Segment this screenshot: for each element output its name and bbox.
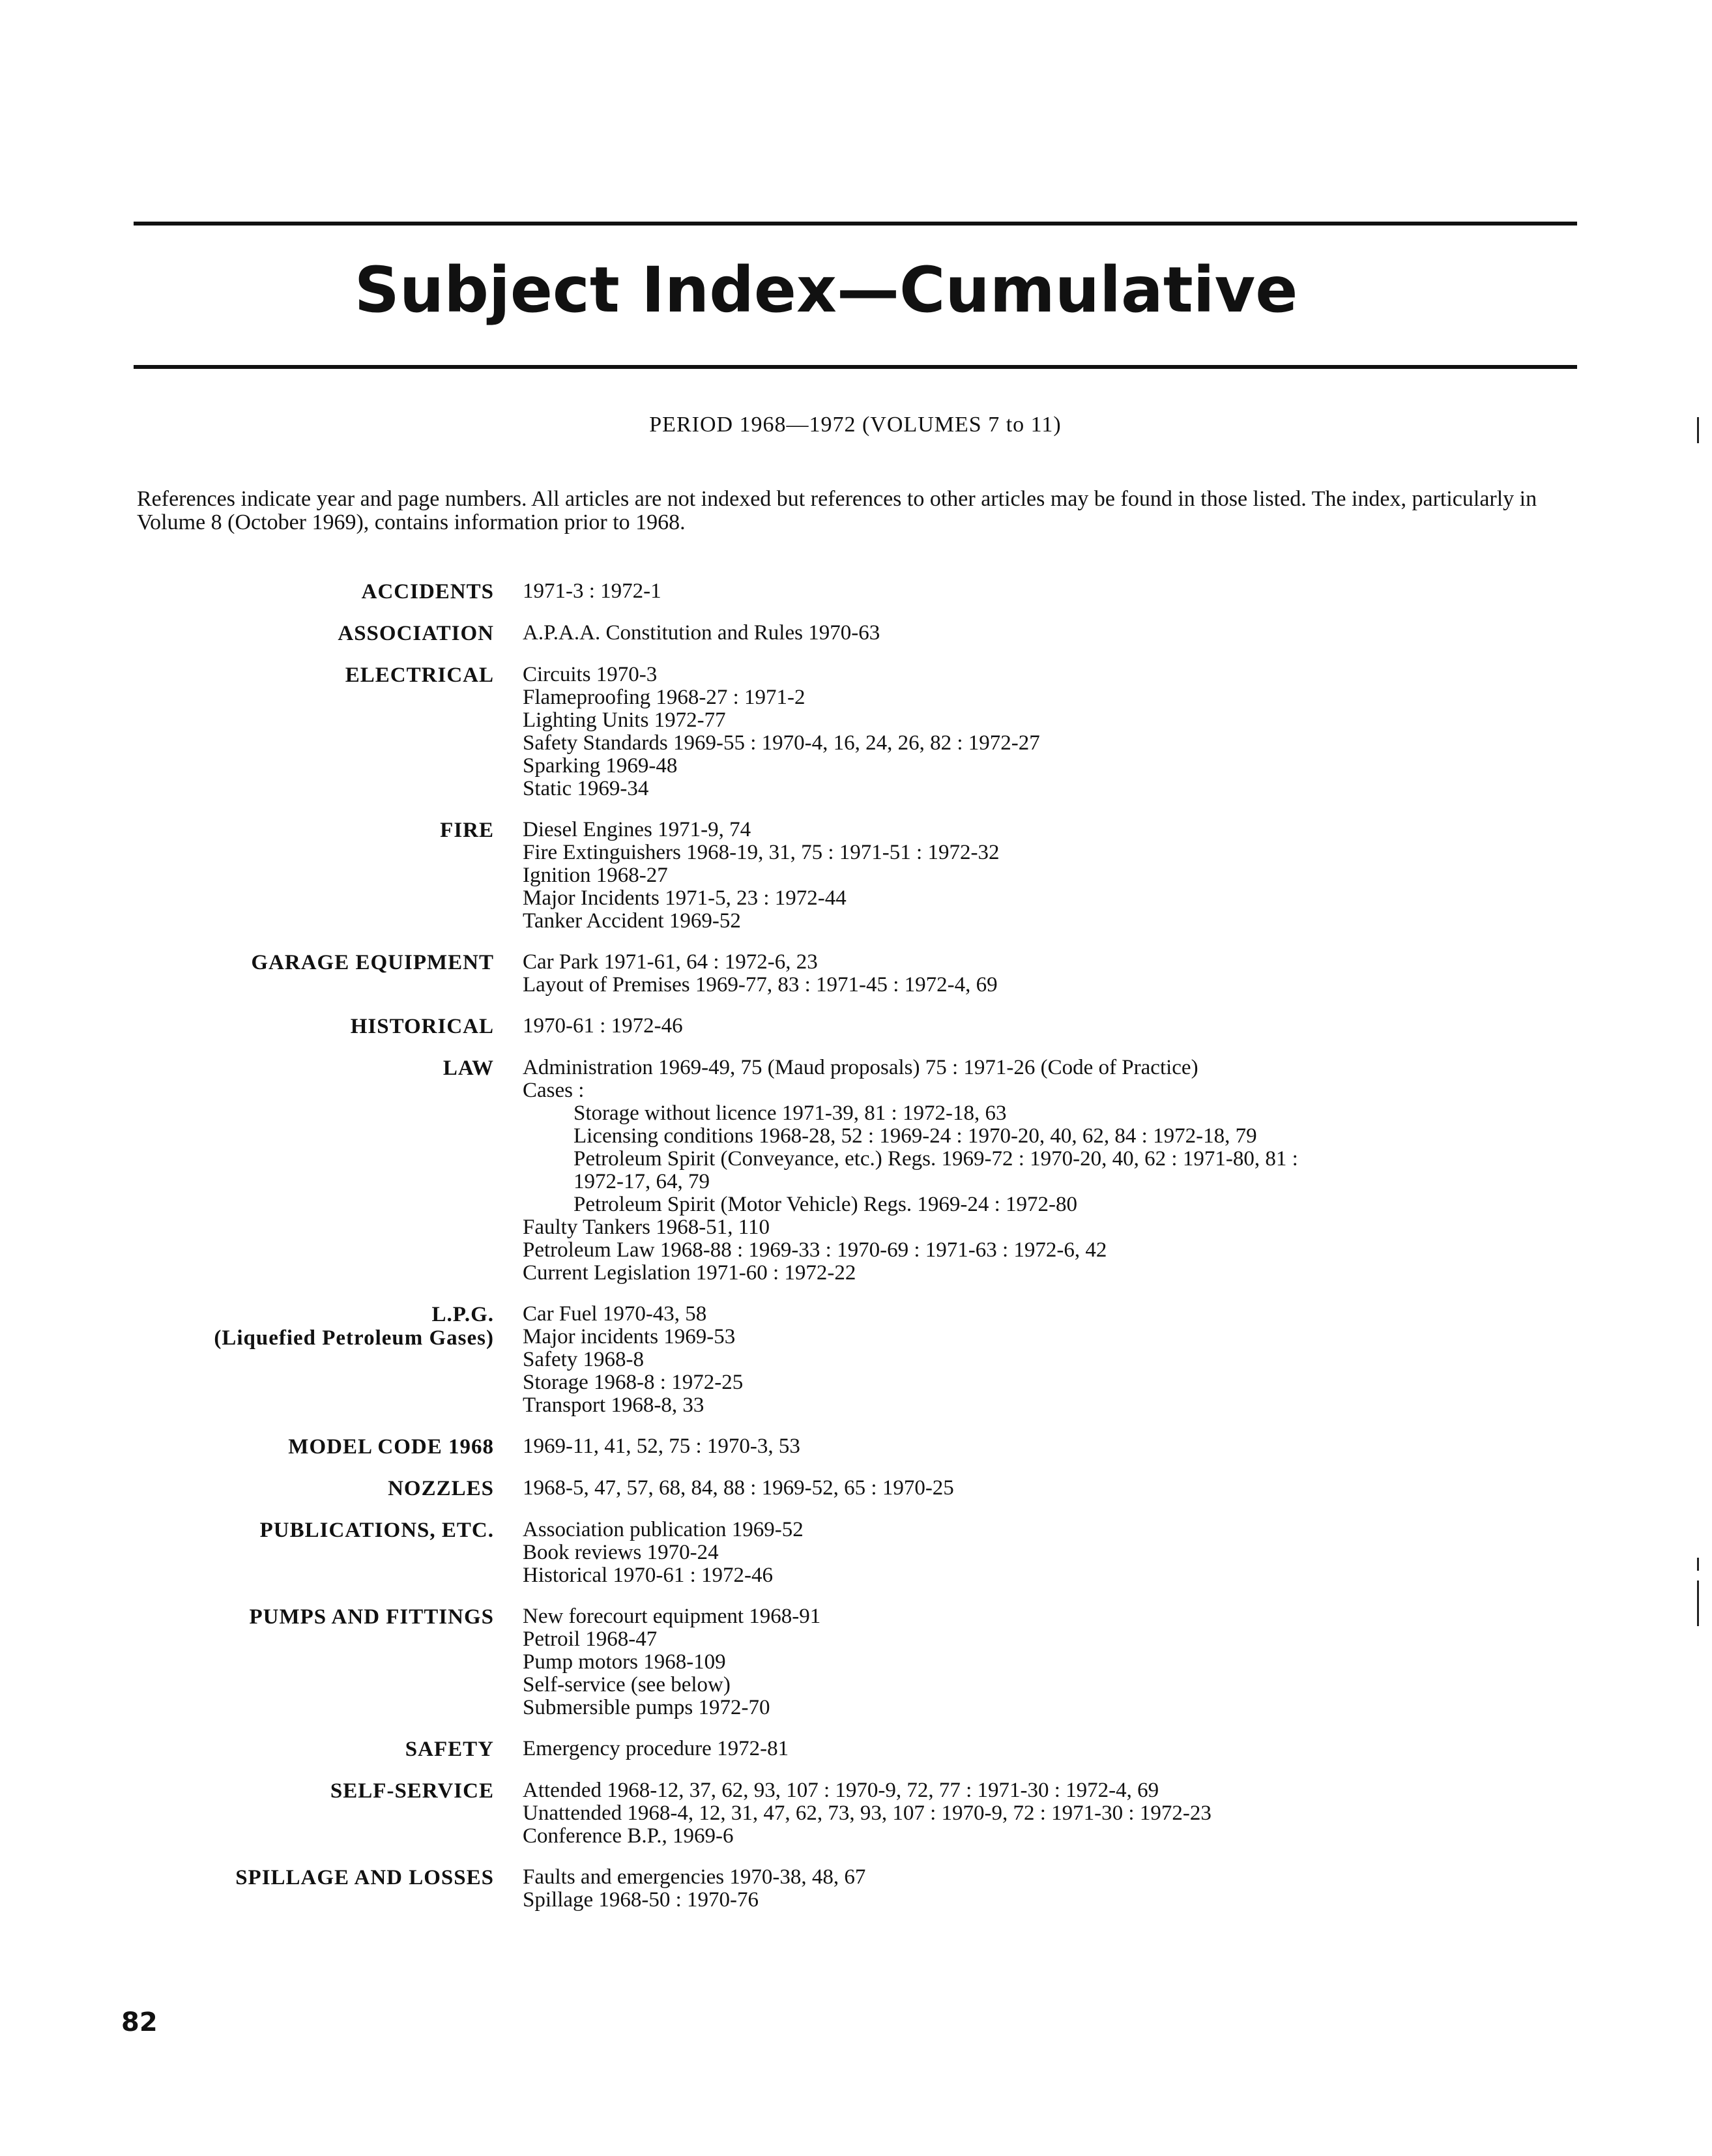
reference-line: Safety Standards 1969-55 : 1970-4, 16, 24, 26, 82 : 1972-27 [523,731,1040,755]
subject-index [0,580,1712,1930]
reference-line: Lighting Units 1972-77 [523,708,726,732]
reference-line: Administration 1969-49, 75 (Maud proposals) 75 : 1971-26 (Code of Practice) [523,1056,1198,1079]
subject-heading: GARAGE EQUIPMENT [251,951,494,974]
index-references [523,1519,1500,1587]
reference-line: Conference B.P., 1969-6 [523,1824,734,1848]
subject-heading: L.P.G. [431,1303,494,1326]
reference-line: Historical 1970-61 : 1972-46 [523,1564,774,1587]
subject-heading: PUMPS AND FITTINGS [249,1605,494,1629]
margin-mark [1697,1558,1699,1571]
index-subject [0,819,523,933]
index-subject [0,663,523,800]
index-references [523,663,1500,800]
index-entry [0,622,1712,645]
reference-line: Cases : [523,1079,585,1102]
reference-line: Major Incidents 1971-5, 23 : 1972-44 [523,886,847,910]
intro-text: References indicate year and page numbers. All articles are not indexed but references to other articles may be found in those listed. The index, particularly in Volume 8 (October 1969), contains information prior to 1968. [137,487,1537,534]
reference-line: Pump motors 1968-109 [523,1650,726,1674]
index-entry [0,1015,1712,1038]
index-entry [0,1738,1712,1761]
index-references [523,1015,1500,1038]
reference-line: Ignition 1968-27 [523,864,668,887]
reference-line: Emergency procedure 1972-81 [523,1737,789,1760]
index-references [523,1866,1500,1912]
index-subject [0,1303,523,1417]
subject-heading: ACCIDENTS [361,580,494,604]
reference-line: Fire Extinguishers 1968-19, 31, 75 : 1971-51 : 1972-32 [523,841,1000,864]
index-entry [0,1303,1712,1417]
index-subject [0,580,523,604]
top-rule [134,222,1577,226]
reference-line: 1969-11, 41, 52, 75 : 1970-3, 53 [523,1435,800,1458]
subject-heading: SELF-SERVICE [330,1779,494,1803]
reference-line: Petroleum Spirit (Motor Vehicle) Regs. 1969-24 : 1972-80 [573,1193,1077,1216]
page-number: 82 [121,2007,158,2037]
reference-line: Flameproofing 1968-27 : 1971-2 [523,686,805,709]
index-entry [0,580,1712,604]
subject-heading: HISTORICAL [350,1015,494,1038]
bottom-rule [134,365,1577,369]
reference-line: Petroil 1968-47 [523,1627,658,1651]
reference-line: Diesel Engines 1971-9, 74 [523,818,751,841]
reference-line: Storage without licence 1971-39, 81 : 1972-18, 63 [573,1101,1007,1125]
index-references [523,1435,1500,1459]
reference-line: 1970-61 : 1972-46 [523,1014,683,1038]
index-references [523,819,1500,933]
index-subject [0,1056,523,1285]
index-entry [0,663,1712,800]
index-subject [0,1477,523,1500]
reference-line: Current Legislation 1971-60 : 1972-22 [523,1261,856,1285]
margin-mark [1697,417,1699,443]
reference-line: Unattended 1968-4, 12, 31, 47, 62, 73, 93, 107 : 1970-9, 72 : 1971-30 : 1972-23 [523,1801,1211,1825]
subject-heading: NOZZLES [388,1477,494,1500]
index-entry [0,1866,1712,1912]
subject-heading: FIRE [440,819,494,842]
reference-line: Layout of Premises 1969-77, 83 : 1971-45 : 1972-4, 69 [523,973,998,997]
index-entry [0,951,1712,997]
index-subject [0,1866,523,1912]
reference-line: Car Park 1971-61, 64 : 1972-6, 23 [523,950,818,974]
reference-line: Association publication 1969-52 [523,1518,804,1541]
index-references [523,1056,1500,1285]
reference-line: Licensing conditions 1968-28, 52 : 1969-24 : 1970-20, 40, 62, 84 : 1972-18, 79 [573,1124,1257,1148]
reference-line: Car Fuel 1970-43, 58 [523,1302,707,1326]
subject-heading: MODEL CODE 1968 [288,1435,494,1459]
subject-heading: ELECTRICAL [345,663,494,687]
index-references [523,1303,1500,1417]
reference-line: New forecourt equipment 1968-91 [523,1605,821,1628]
reference-line: Safety 1968-8 [523,1348,645,1371]
reference-line: Faulty Tankers 1968-51, 110 [523,1216,770,1239]
index-references [523,1779,1500,1848]
page-title: Subject Index—Cumulative [354,254,1298,327]
subject-heading: SPILLAGE AND LOSSES [235,1866,494,1889]
index-entry [0,1605,1712,1719]
reference-line: Petroleum Spirit (Conveyance, etc.) Regs. 1969-72 : 1970-20, 40, 62 : 1971-80, 81 : [573,1147,1298,1171]
reference-line: Self-service (see below) [523,1673,731,1697]
reference-line: Attended 1968-12, 37, 62, 93, 107 : 1970-9, 72, 77 : 1971-30 : 1972-4, 69 [523,1779,1159,1802]
index-subject [0,1605,523,1719]
index-subject [0,1738,523,1761]
index-entry [0,819,1712,933]
reference-line: Transport 1968-8, 33 [523,1393,704,1417]
index-subject [0,1519,523,1587]
reference-line: Storage 1968-8 : 1972-25 [523,1371,744,1394]
subject-subheading: (Liquefied Petroleum Gases) [214,1326,494,1350]
index-references [523,1477,1500,1500]
index-subject [0,1435,523,1459]
index-references [523,1605,1500,1719]
index-references [523,622,1500,645]
index-entry [0,1056,1712,1285]
subject-heading: LAW [443,1056,494,1080]
index-references [523,951,1500,997]
reference-line: Tanker Accident 1969-52 [523,909,741,933]
index-subject [0,1779,523,1848]
reference-line: Faults and emergencies 1970-38, 48, 67 [523,1865,866,1889]
intro-paragraph [137,488,1577,534]
reference-line: A.P.A.A. Constitution and Rules 1970-63 [523,621,880,645]
reference-line: Book reviews 1970-24 [523,1541,719,1564]
reference-line: Submersible pumps 1972-70 [523,1696,770,1719]
subject-heading: ASSOCIATION [338,622,494,645]
index-subject [0,951,523,997]
index-references [523,1738,1500,1761]
subject-heading: SAFETY [405,1738,494,1761]
reference-line: Sparking 1969-48 [523,754,678,778]
reference-line: 1971-3 : 1972-1 [523,579,661,603]
reference-line: 1972-17, 64, 79 [573,1170,710,1193]
index-references [523,580,1500,604]
index-entry [0,1435,1712,1459]
subject-heading: PUBLICATIONS, ETC. [259,1519,494,1542]
reference-line: Static 1969-34 [523,777,649,800]
index-entry [0,1519,1712,1587]
period-line: PERIOD 1968—1972 (VOLUMES 7 to 11) [649,413,1062,437]
index-subject [0,622,523,645]
reference-line: Major incidents 1969-53 [523,1325,736,1348]
reference-line: Spillage 1968-50 : 1970-76 [523,1888,759,1912]
index-entry [0,1779,1712,1848]
margin-mark [1697,1581,1699,1626]
index-subject [0,1015,523,1038]
reference-line: 1968-5, 47, 57, 68, 84, 88 : 1969-52, 65 : 1970-25 [523,1476,954,1500]
reference-line: Petroleum Law 1968-88 : 1969-33 : 1970-69 : 1971-63 : 1972-6, 42 [523,1238,1107,1262]
reference-line: Circuits 1970-3 [523,663,658,686]
index-entry [0,1477,1712,1500]
